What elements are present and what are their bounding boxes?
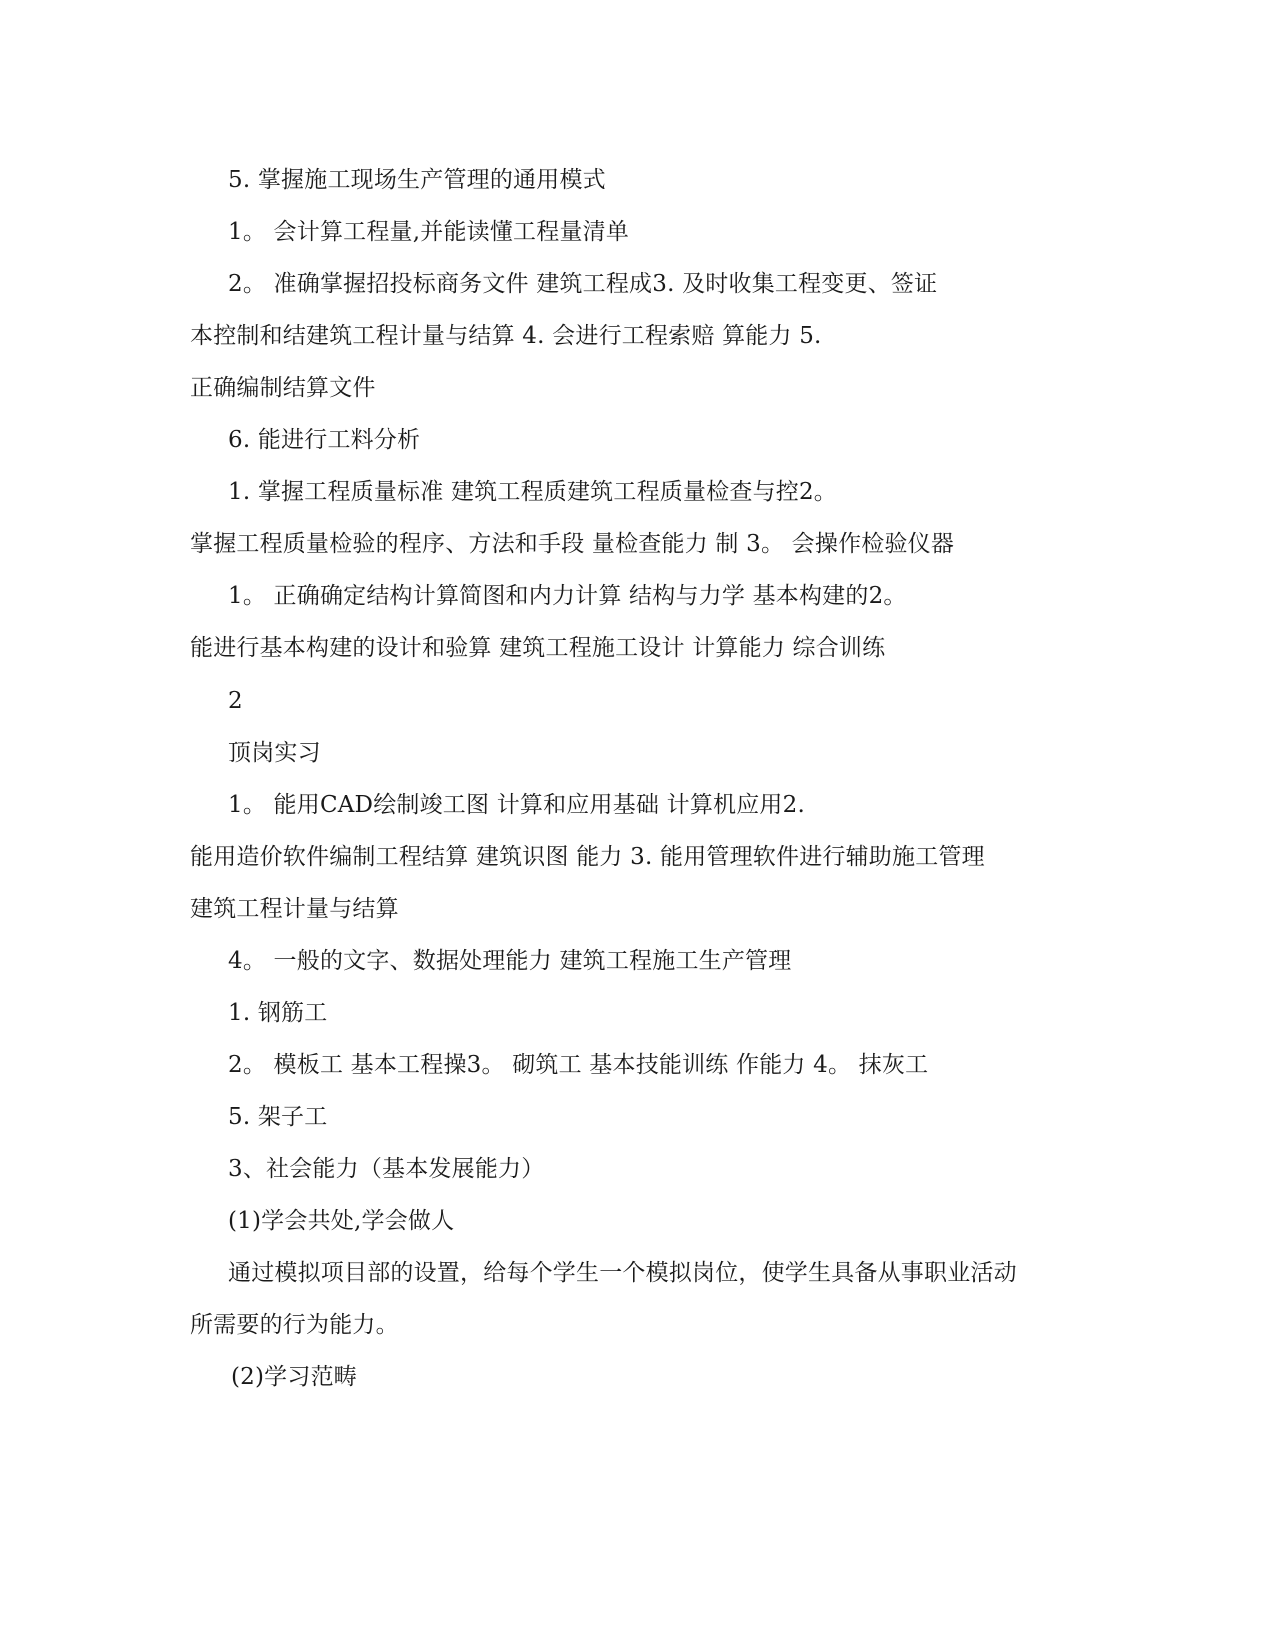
text-line-1: 5. 掌握施工现场生产管理的通用模式 [228,167,606,193]
text-line-18: 2。 模板工 基本工程操3。 砌筑工 基本技能训练 作能力 4。 抹灰工 [228,1052,929,1078]
text-line-6: 6. 能进行工料分析 [228,427,421,453]
text-line-5: 正确编制结算文件 [190,375,376,401]
text-line-24: (2)学习范畴 [231,1364,357,1390]
text-line-20: 3、社会能力（基本发展能力） [228,1156,545,1182]
text-line-13: 1。 能用CAD绘制竣工图 计算和应用基础 计算机应用2. [228,792,805,818]
text-line-7: 1. 掌握工程质量标准 建筑工程质建筑工程质量检查与控2。 [228,479,837,505]
text-line-8: 掌握工程质量检验的程序、方法和手段 量检查能力 制 3。 会操作检验仪器 [190,531,955,557]
text-line-19: 5. 架子工 [228,1104,328,1130]
text-line-16: 4。 一般的文字、数据处理能力 建筑工程施工生产管理 [228,948,792,974]
text-line-2: 1。 会计算工程量,并能读懂工程量清单 [228,219,630,245]
text-line-17: 1. 钢筋工 [228,1000,328,1026]
text-line-10: 能进行基本构建的设计和验算 建筑工程施工设计 计算能力 综合训练 [190,635,886,661]
text-line-21: (1)学会共处,学会做人 [228,1208,455,1234]
text-line-4: 本控制和结建筑工程计量与结算 4. 会进行工程索赔 算能力 5. [190,323,822,349]
text-line-12: 顶岗实习 [228,740,321,766]
text-line-11: 2 [228,688,243,714]
text-line-9: 1。 正确确定结构计算简图和内力计算 结构与力学 基本构建的2。 [228,583,907,609]
text-line-22: 通过模拟项目部的设置，给每个学生一个模拟岗位，使学生具备从事职业活动 [228,1260,1017,1286]
text-line-3: 2。 准确掌握招投标商务文件 建筑工程成3. 及时收集工程变更、签证 [228,271,938,297]
text-line-14: 能用造价软件编制工程结算 建筑识图 能力 3. 能用管理软件进行辅助施工管理 [190,844,985,870]
text-line-23: 所需要的行为能力。 [190,1312,399,1338]
text-line-15: 建筑工程计量与结算 [190,896,399,922]
